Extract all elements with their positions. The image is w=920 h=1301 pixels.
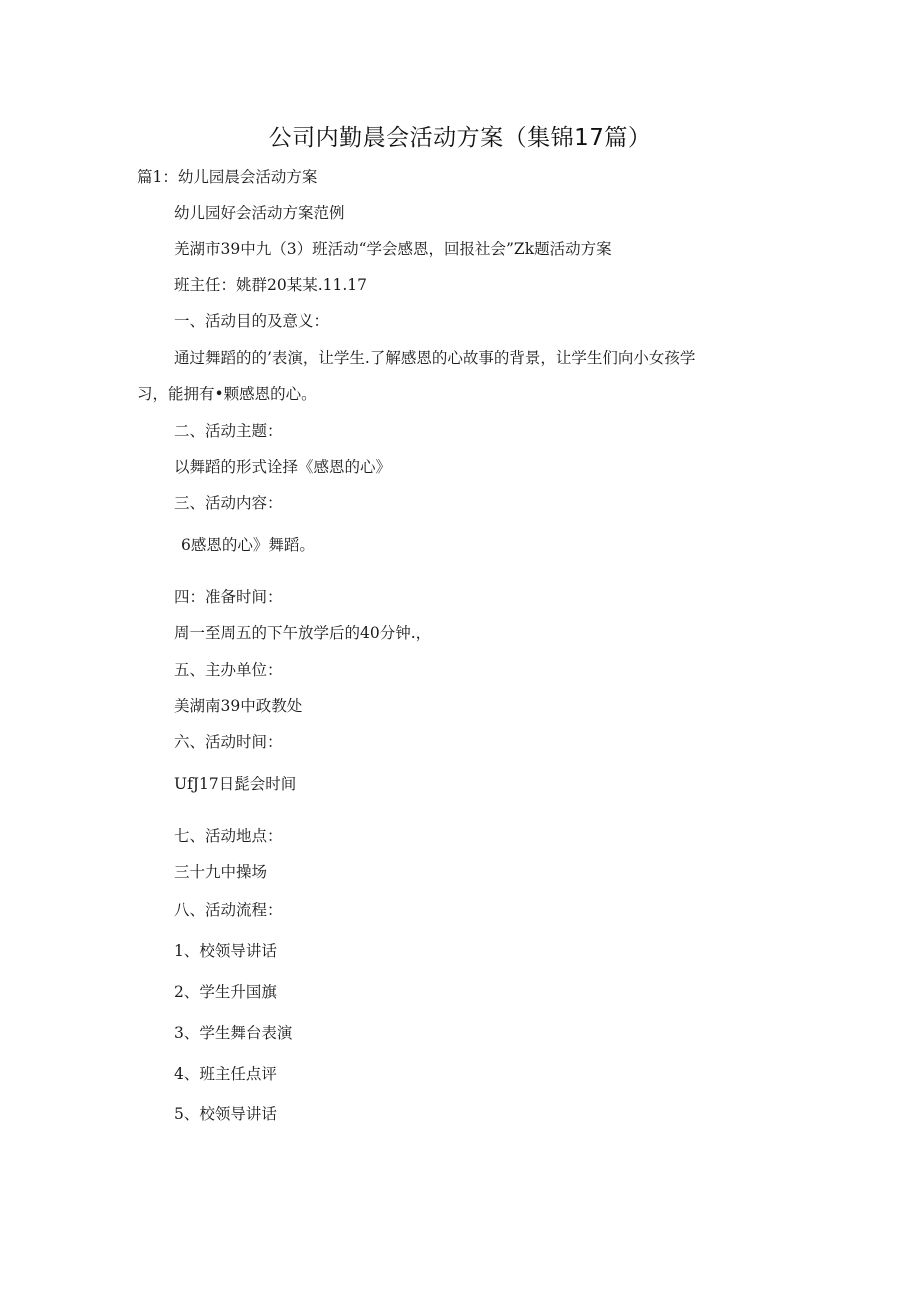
text-line: 以舞蹈的形式诠择《感恩的心》 <box>174 458 392 476</box>
text-line: 二、活动主题： <box>174 422 283 440</box>
text-line: 周一至周五的下午放学后的40分钟.， <box>174 624 432 642</box>
section-heading: 篇1：幼儿园晨会活动方案 <box>137 168 318 186</box>
text-line: 五、主办单位： <box>174 661 283 679</box>
text-line: 三十九中操场 <box>174 863 268 881</box>
text-line: 三、活动内容： <box>174 494 283 512</box>
document-title: 公司内勤晨会活动方案（集锦17篇） <box>268 125 652 151</box>
text-line: 6感恩的心》舞蹈。 <box>181 536 315 554</box>
list-item: 2、学生升国旗 <box>174 983 277 1001</box>
list-item: 1、校领导讲话 <box>174 942 277 960</box>
list-item: 3、学生舞台表演 <box>174 1024 293 1042</box>
text-line: 习，能拥有•颗感恩的心。 <box>137 385 317 403</box>
text-line: 美湖南39中政教处 <box>174 697 303 715</box>
text-line: UfJ17日髭会时间 <box>174 775 297 793</box>
list-item: 5、校领导讲话 <box>174 1105 277 1123</box>
text-line: 一、活动目的及意义： <box>174 312 330 330</box>
text-line: 六、活动时间： <box>174 733 283 751</box>
text-line: 七、活动地点： <box>174 827 283 845</box>
text-line: 八、活动流程： <box>174 901 283 919</box>
list-item: 4、班主任点评 <box>174 1065 277 1083</box>
text-line: 羌湖市39中九（3）班活动“学会感恩，回报社会”Zk题活动方案 <box>174 240 612 258</box>
text-line: 四：准备时间： <box>174 588 283 606</box>
text-line: 幼儿园好会活动方案范例 <box>174 204 345 222</box>
text-line: 班主任：姚群20某某.11.17 <box>174 276 368 294</box>
text-line: 通过舞蹈的的’表演，让学生.了解感恩的心故事的背景，让学生们向小女孩学 <box>174 349 696 367</box>
